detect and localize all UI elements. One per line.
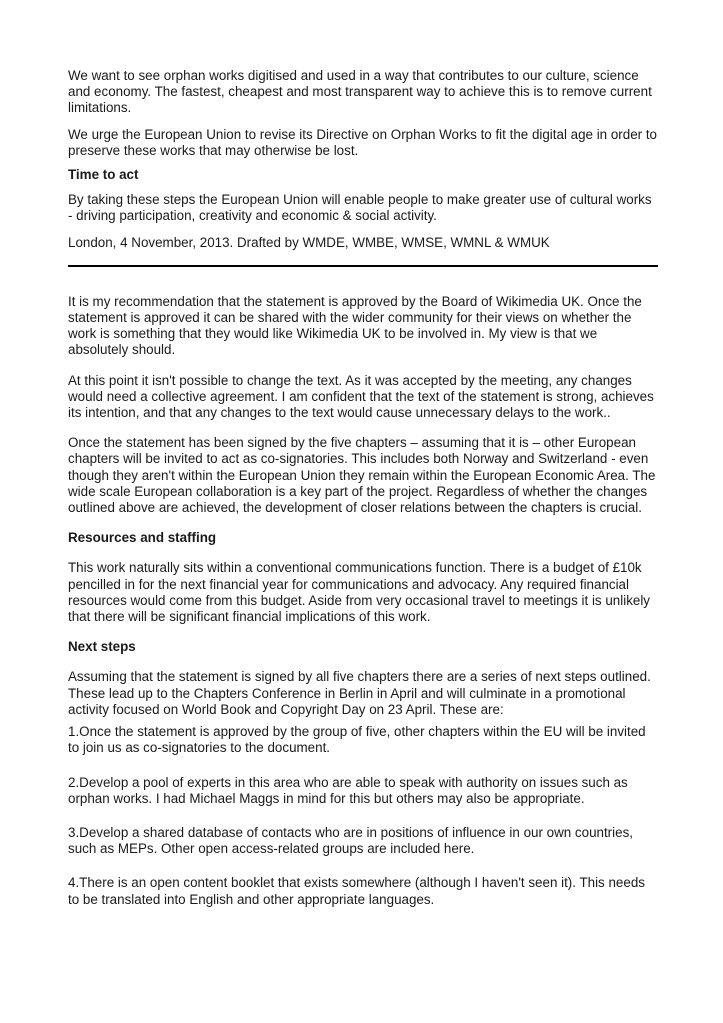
document-page — [68, 68, 658, 908]
next-step-item-3: 3.Develop a shared database of contacts who are in positions of influence in our own countries, such as MEPs. Other open access-related groups are included here. — [68, 824, 633, 857]
horizontal-divider — [68, 265, 658, 267]
next-steps-intro: Assuming that the statement is signed by all five chapters there are a series of next steps outlined. These lead up to the Chapters Conference in Berlin in April and will culminate in a promotional activity focused on World Book and Copyright Day on 23 April. These are: — [68, 669, 651, 717]
next-step-item-1: 1.Once the statement is approved by the group of five, other chapters within the EU will be invited to join us as co-signatories to the document. — [68, 724, 646, 756]
next-step-item-4: 4.There is an open content booklet that exists somewhere (although I haven't seen it). This needs to be translated into English and other appropriate languages. — [68, 875, 645, 907]
resources-paragraph: This work naturally sits within a conventional communications function. There is a budget of £10k pencilled in for the next financial year for communications and advocacy. Any required financial resources would come from this budget. Aside from very occasional travel to meetings it is unlikely that there will be significant financial implications of this work. — [68, 560, 651, 625]
next-steps-heading: Next steps — [68, 639, 136, 655]
recommendation-paragraph-1: It is my recommendation that the statement is approved by the Board of Wikimedia UK. Once the statement is approved it can be shared with the wider community for their views on whether the work is something that they would like Wikimedia UK to be involved in. My view is that we absolutely should. — [68, 293, 642, 358]
next-step-item-2: 2.Develop a pool of experts in this area who are able to speak with authority on issues such as orphan works. I had Michael Maggs in mind for this but others may also be appropriate. — [68, 774, 628, 806]
time-to-act-heading: Time to act — [68, 167, 139, 183]
statement-paragraph-3: By taking these steps the European Union will enable people to make greater use of cultural works - driving participation, creativity and economic & social activity. — [68, 192, 652, 224]
statement-paragraph-1: We want to see orphan works digitised and used in a way that contributes to our culture, science and economy. The fastest, cheapest and most transparent way to achieve this is to remove current limitations. — [68, 68, 652, 116]
recommendation-paragraph-3: Once the statement has been signed by the five chapters – assuming that it is – other European chapters will be invited to act as co-signatories. This includes both Norway and Switzerland - even though they aren't within the European Union they remain within the European Economic Area. The wide scale European collaboration is a key part of the project. Regardless of whether the changes outlined above are achieved, the development of closer relations between the chapters is crucial. — [68, 435, 656, 516]
recommendation-paragraph-2: At this point it isn't possible to change the text. As it was accepted by the meeting, any changes would need a collective agreement. I am confident that the text of the statement is strong, achieves its intention, and that any changes to the text would cause unnecessary delays to the work.. — [68, 372, 654, 421]
signature-line: London, 4 November, 2013. Drafted by WMDE, WMBE, WMSE, WMNL & WMUK — [68, 234, 550, 250]
resources-heading: Resources and staffing — [68, 530, 217, 546]
statement-paragraph-2: We urge the European Union to revise its Directive on Orphan Works to fit the digital age in order to preserve these works that may otherwise be lost. — [68, 126, 657, 158]
